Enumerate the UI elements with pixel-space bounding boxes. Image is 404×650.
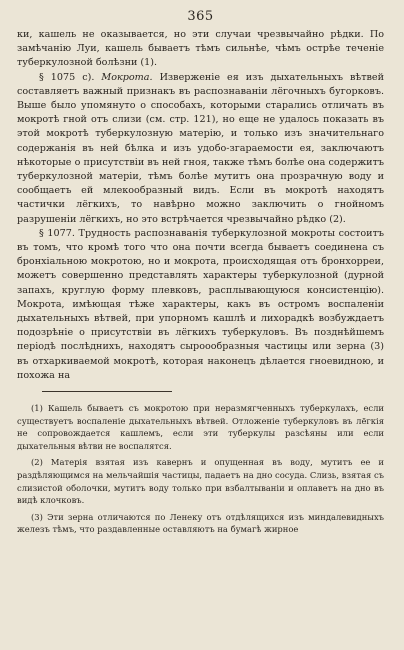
section-number: § 1075 c).	[39, 71, 95, 83]
section-number: § 1077.	[39, 227, 75, 239]
footnote-divider	[42, 391, 172, 392]
footnote-3: (3) Эти зерна отличаются по Ленеку отъ отдѣлящихся изъ миндалевидныхъ железъ тѣмъ, что раздавленные оставляютъ на бумагѣ жирное	[17, 511, 384, 535]
paragraph-text: Трудность распознаванія туберкулозной мокроты состоитъ въ томъ, что кромѣ того что она почти всегда бываетъ соединена съ бронхіальною мокротою, но и мокрота, происходящая отъ бронхорреи, можетъ совершенно представлять характеры туберкулозной (дурной запахъ, круглую форму плевковъ, расплывающуюся консистенцію). Мокрота, имѣющая тѣже характеры, какъ въ остромъ воспаленіи дыхательныхъ вѣтвей, при упорномъ кашлѣ и лихорадкѣ возбуждаетъ подозрѣніе о присутствіи въ лёгкихъ туберкуловъ. Въ позднѣйшемъ періодѣ послѣднихъ, находятъ сыроообразныя частицы или зерна (3) въ отхаркиваемой мокротѣ, которая наконецъ дѣлается гноевидною, и похожа на	[17, 227, 384, 381]
paragraph-text: ки, кашель не оказывается, но эти случаи чрезвычайно рѣдки. По замѣчанію Луи, кашель бываетъ тѣмъ сильнѣе, чѣмъ острѣе теченіе туберкулозной болѣзни (1).	[17, 29, 384, 69]
section-heading: Мокрота.	[101, 71, 153, 83]
page-number: 365	[187, 9, 214, 24]
footnote-2: (2) Матерія взятая изъ кавернъ и опущенная въ воду, мутитъ ее и раздѣляющимся на мельчайшія частицы, падаетъ на дно сосуда. Слизь, взятая съ слизистой оболочки, мутитъ воду только при взбалтываніи и оплаветъ на дно въ видѣ клочковъ.	[17, 457, 384, 506]
paragraph-difficulty	[17, 227, 384, 383]
footnotes	[17, 402, 384, 536]
paragraph-text: Изверженіе ея изъ дыхательныхъ вѣтвей составляетъ важный признакъ въ распознаваніи лёгочныхъ бугорковъ. Выше было упомянуто о способахъ, которыми старались отличать въ мокротѣ гной отъ слизи (см. стр. 121), но еще не удалось показать въ этой мокротѣ туберкулозную матерію, и только изъ значительнаго содержанія въ ней бѣлка и изъ удобо-згараемости ея, заключаютъ нѣкоторые о присутствіи въ ней гноя, также тѣмъ болѣе она содержитъ туберкулозной матеріи, тѣмъ болѣе мутитъ она прозрачную воду и сообщаетъ ей млекообразный видъ. Если въ мокротѣ находятъ частички лёгкихъ, то навѣрно можно заключить о гнойномъ разрушеніи лёгкихъ, но это встрѣчается чрезвычайно рѣдко (2).	[17, 71, 384, 225]
footnote-1: (1) Кашель бываетъ съ мокротою при неразмягченныхъ туберкулахъ, если существуетъ воспаленіе дыхательныхъ вѣтвей. Отложеніе туберкуловъ въ лёгкія не сопровождается кашлемъ, если эти туберкулы разсѣяны или если дыхательныя вѣтви не воспалятся.	[17, 403, 384, 451]
paragraph-sputum	[17, 71, 384, 227]
paragraph-continuation	[17, 28, 384, 71]
main-text	[17, 28, 384, 383]
